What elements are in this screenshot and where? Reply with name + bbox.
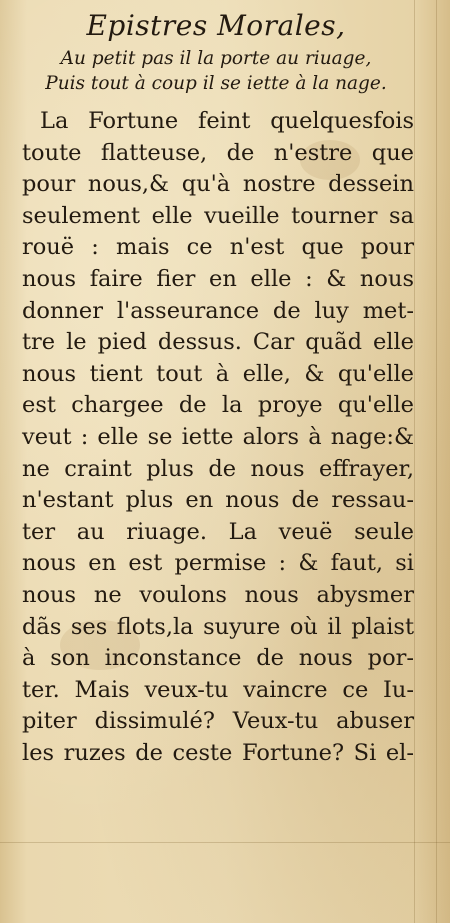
motto-line: Au petit pas il la porte au riuage, — [60, 48, 372, 69]
text-line: La Fortune feint quelquesfois — [40, 108, 414, 134]
text-line: à son inconstance de nous por- — [22, 645, 414, 672]
text-line: donner l'asseurance de luy met- — [22, 297, 414, 324]
text-line: ne craint plus de nous effrayer, — [22, 455, 414, 482]
motto-line: Puis tout à coup il se iette à la nage. — [45, 73, 387, 94]
text-line: n'estant plus en nous de ressau- — [22, 487, 414, 514]
text-line: est chargee de la proye qu'elle — [22, 392, 414, 419]
text-line: rouë : mais ce n'est que pour — [22, 234, 414, 261]
text-line: seulement elle vueille tourner sa — [22, 202, 414, 229]
text-line: nous tient tout à elle, & qu'elle — [22, 360, 414, 387]
text-line: les ruzes de ceste Fortune? Si el- — [22, 739, 414, 766]
page-crease — [0, 842, 450, 843]
text-line: nous en est permise : & faut, si — [22, 550, 414, 577]
body-text — [18, 106, 414, 769]
text-line: piter dissimulé? Veux-tu abuser — [22, 708, 414, 735]
text-line: nous ne voulons nous abysmer — [22, 581, 414, 608]
page-edge-line — [436, 0, 437, 923]
text-line: ter au riuage. La veuë seule — [22, 518, 414, 545]
text-line: pour nous,& qu'à nostre dessein — [22, 171, 414, 198]
text-line: ter. Mais veux-tu vaincre ce Iu- — [22, 676, 414, 703]
text-line: veut : elle se iette alors à nage:& — [22, 423, 414, 450]
text-line: tre le pied dessus. Car quãd elle — [22, 329, 414, 356]
page-edge-line — [414, 0, 415, 923]
page-content — [18, 0, 414, 769]
running-head: Epistres Morales, — [86, 9, 346, 42]
motto — [18, 46, 414, 96]
text-line: nous faire fier en elle : & nous — [22, 265, 414, 292]
text-line: dãs ses flots,la suyure où il plaist — [22, 613, 414, 640]
text-line: toute flatteuse, de n'estre que — [22, 139, 414, 166]
